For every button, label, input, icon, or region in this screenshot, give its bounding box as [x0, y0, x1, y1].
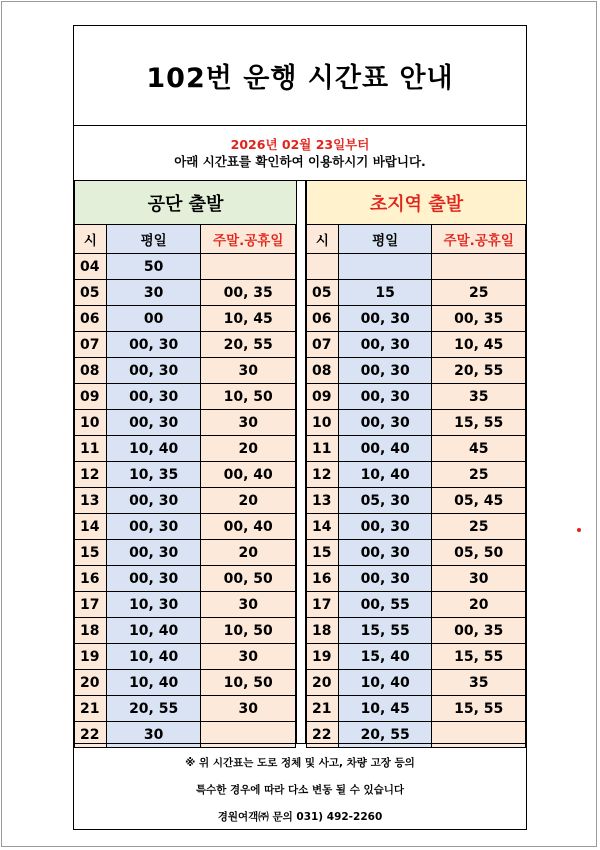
hour-cell: 12 [307, 462, 339, 487]
weekday-times-cell: 20, 55 [339, 722, 433, 747]
table-row [75, 670, 296, 696]
table-row [307, 618, 526, 644]
holiday-times-cell: 00, 35 [432, 306, 526, 331]
table-row [307, 280, 526, 306]
footer-disclaimer-line2: 특수한 경우에 따라 다소 변동 될 수 있습니다 [195, 784, 405, 796]
column-header-hour: 시 [307, 225, 339, 253]
weekday-times-cell: 15 [339, 280, 433, 305]
hour-cell: 07 [307, 332, 339, 357]
holiday-times-cell: 30 [201, 410, 296, 435]
table-row [307, 514, 526, 540]
hour-cell: 07 [75, 332, 107, 357]
hour-cell: 12 [75, 462, 107, 487]
table-row [75, 592, 296, 618]
weekday-times-cell: 10, 40 [107, 644, 202, 669]
weekday-times-cell: 00, 55 [339, 592, 433, 617]
table-row [307, 462, 526, 488]
holiday-times-cell: 30 [201, 696, 296, 721]
holiday-times-cell [201, 254, 296, 279]
weekday-times-cell: 00 [107, 306, 202, 331]
weekday-times-cell: 20, 55 [107, 696, 202, 721]
holiday-times-cell: 20, 55 [201, 332, 296, 357]
holiday-times-cell: 05, 45 [432, 488, 526, 513]
weekday-times-cell: 00, 30 [339, 384, 433, 409]
weekday-times-cell: 00, 30 [339, 410, 433, 435]
table-row [75, 280, 296, 306]
table-row [307, 696, 526, 722]
hour-cell: 04 [75, 254, 107, 279]
direction-header: 초지역 출발 [307, 181, 526, 225]
holiday-times-cell: 20 [201, 436, 296, 461]
weekday-times-cell: 10, 40 [107, 670, 202, 695]
weekday-times-cell: 30 [107, 280, 202, 305]
table-row [307, 384, 526, 410]
weekday-times-cell: 00, 30 [107, 410, 202, 435]
holiday-times-cell: 10, 50 [201, 384, 296, 409]
holiday-times-cell: 00, 35 [432, 618, 526, 643]
table-row [75, 358, 296, 384]
hour-cell: 05 [75, 280, 107, 305]
holiday-times-cell: 35 [432, 384, 526, 409]
table-row [75, 462, 296, 488]
weekday-times-cell: 50 [107, 254, 202, 279]
hour-cell: 15 [75, 540, 107, 565]
hour-cell: 11 [75, 436, 107, 461]
table-row [75, 488, 296, 514]
weekday-times-cell: 30 [107, 722, 202, 747]
weekday-times-cell: 00, 30 [107, 384, 202, 409]
stray-mark [577, 528, 581, 532]
weekday-times-cell: 10, 35 [107, 462, 202, 487]
table-choji-station-departure [306, 181, 526, 748]
holiday-times-cell: 15, 55 [432, 696, 526, 721]
hour-cell [307, 254, 339, 279]
weekday-times-cell: 00, 30 [107, 332, 202, 357]
hour-cell: 17 [75, 592, 107, 617]
holiday-times-cell: 30 [432, 566, 526, 591]
hour-cell: 10 [75, 410, 107, 435]
hour-cell: 11 [307, 436, 339, 461]
holiday-times-cell: 10, 50 [201, 670, 296, 695]
table-row [307, 410, 526, 436]
table-row [307, 592, 526, 618]
table-row [75, 566, 296, 592]
hour-cell: 19 [307, 644, 339, 669]
holiday-times-cell: 15, 55 [432, 410, 526, 435]
hour-cell: 16 [75, 566, 107, 591]
holiday-times-cell: 25 [432, 462, 526, 487]
table-row [307, 332, 526, 358]
hour-cell: 18 [307, 618, 339, 643]
weekday-times-cell: 00, 40 [339, 436, 433, 461]
weekday-times-cell: 00, 30 [339, 332, 433, 357]
holiday-times-cell: 10, 45 [201, 306, 296, 331]
holiday-times-cell: 25 [432, 514, 526, 539]
hour-cell: 21 [75, 696, 107, 721]
effective-date: 2026년 02월 23일부터 [230, 137, 370, 152]
table-row [75, 306, 296, 332]
table-gongdan-departure [74, 181, 296, 748]
weekday-times-cell: 00, 30 [107, 358, 202, 383]
table-divider [296, 181, 306, 743]
hour-cell: 13 [307, 488, 339, 513]
table-row [75, 436, 296, 462]
page-title: 102번 운행 시간표 안내 [74, 26, 526, 126]
weekday-times-cell: 10, 40 [339, 462, 433, 487]
hour-cell: 05 [307, 280, 339, 305]
weekday-times-cell: 00, 30 [107, 514, 202, 539]
table-row [75, 540, 296, 566]
holiday-times-cell: 10, 45 [432, 332, 526, 357]
table-row [307, 644, 526, 670]
column-header-hour: 시 [75, 225, 107, 253]
holiday-times-cell: 00, 35 [201, 280, 296, 305]
table-row [307, 358, 526, 384]
notice-message: 아래 시간표를 확인하여 이용하시기 바랍니다. [174, 154, 426, 169]
holiday-times-cell: 00, 40 [201, 514, 296, 539]
weekday-times-cell: 00, 30 [339, 514, 433, 539]
column-header-weekday: 평일 [339, 225, 433, 253]
table-row [75, 644, 296, 670]
weekday-times-cell: 10, 30 [107, 592, 202, 617]
hour-cell: 06 [75, 306, 107, 331]
hour-cell: 08 [307, 358, 339, 383]
hour-cell: 13 [75, 488, 107, 513]
holiday-times-cell: 20 [432, 592, 526, 617]
hour-cell: 10 [307, 410, 339, 435]
weekday-times-cell: 10, 40 [107, 618, 202, 643]
table-row [307, 306, 526, 332]
weekday-times-cell: 00, 30 [339, 358, 433, 383]
footer-disclaimer-line1: ※ 위 시간표는 도로 정체 및 사고, 차량 고장 등의 [185, 757, 415, 769]
holiday-times-cell: 25 [432, 280, 526, 305]
footer-notes [74, 743, 526, 829]
holiday-times-cell: 15, 55 [432, 644, 526, 669]
table-row [75, 384, 296, 410]
footer-contact: 경원여객㈜ 문의 031) 492-2260 [217, 811, 383, 823]
weekday-times-cell: 10, 40 [339, 670, 433, 695]
table-row [75, 254, 296, 280]
weekday-times-cell: 10, 45 [339, 696, 433, 721]
hour-cell: 14 [75, 514, 107, 539]
hour-cell: 19 [75, 644, 107, 669]
weekday-times-cell: 10, 40 [107, 436, 202, 461]
hour-cell: 20 [307, 670, 339, 695]
weekday-times-cell: 00, 30 [107, 488, 202, 513]
holiday-times-cell [432, 254, 526, 279]
hour-cell: 08 [75, 358, 107, 383]
hour-cell: 14 [307, 514, 339, 539]
column-header-holiday: 주말.공휴일 [201, 225, 296, 253]
hour-cell: 22 [307, 722, 339, 747]
hour-cell: 16 [307, 566, 339, 591]
holiday-times-cell: 00, 50 [201, 566, 296, 591]
weekday-times-cell [339, 254, 433, 279]
hour-cell: 17 [307, 592, 339, 617]
hour-cell: 09 [75, 384, 107, 409]
holiday-times-cell: 05, 50 [432, 540, 526, 565]
weekday-times-cell: 00, 30 [107, 540, 202, 565]
holiday-times-cell: 30 [201, 644, 296, 669]
weekday-times-cell: 00, 30 [107, 566, 202, 591]
holiday-times-cell: 20 [201, 540, 296, 565]
table-row [75, 332, 296, 358]
holiday-times-cell: 10, 50 [201, 618, 296, 643]
hour-cell: 09 [307, 384, 339, 409]
weekday-times-cell: 00, 30 [339, 540, 433, 565]
table-row [307, 566, 526, 592]
holiday-times-cell: 30 [201, 592, 296, 617]
weekday-times-cell: 00, 30 [339, 306, 433, 331]
column-header-row [307, 225, 526, 254]
hour-cell: 15 [307, 540, 339, 565]
weekday-times-cell: 05, 30 [339, 488, 433, 513]
holiday-times-cell: 30 [201, 358, 296, 383]
column-header-holiday: 주말.공휴일 [432, 225, 526, 253]
hour-cell: 21 [307, 696, 339, 721]
table-row [307, 670, 526, 696]
holiday-times-cell: 20, 55 [432, 358, 526, 383]
table-row [307, 436, 526, 462]
table-row [307, 488, 526, 514]
weekday-times-cell: 15, 40 [339, 644, 433, 669]
table-row [307, 254, 526, 280]
direction-header: 공단 출발 [75, 181, 296, 225]
hour-cell: 18 [75, 618, 107, 643]
weekday-times-cell: 00, 30 [339, 566, 433, 591]
hour-cell: 20 [75, 670, 107, 695]
table-row [307, 540, 526, 566]
timetable-sheet [73, 25, 527, 830]
holiday-times-cell: 20 [201, 488, 296, 513]
table-row [75, 514, 296, 540]
holiday-times-cell: 00, 40 [201, 462, 296, 487]
holiday-times-cell: 35 [432, 670, 526, 695]
table-body [75, 254, 296, 748]
column-header-weekday: 평일 [107, 225, 202, 253]
notice-box [74, 126, 526, 181]
hour-cell: 06 [307, 306, 339, 331]
column-header-row [75, 225, 296, 254]
table-row [75, 696, 296, 722]
table-body [307, 254, 526, 748]
hour-cell: 22 [75, 722, 107, 747]
holiday-times-cell: 45 [432, 436, 526, 461]
weekday-times-cell: 15, 55 [339, 618, 433, 643]
table-row [75, 410, 296, 436]
table-row [75, 618, 296, 644]
